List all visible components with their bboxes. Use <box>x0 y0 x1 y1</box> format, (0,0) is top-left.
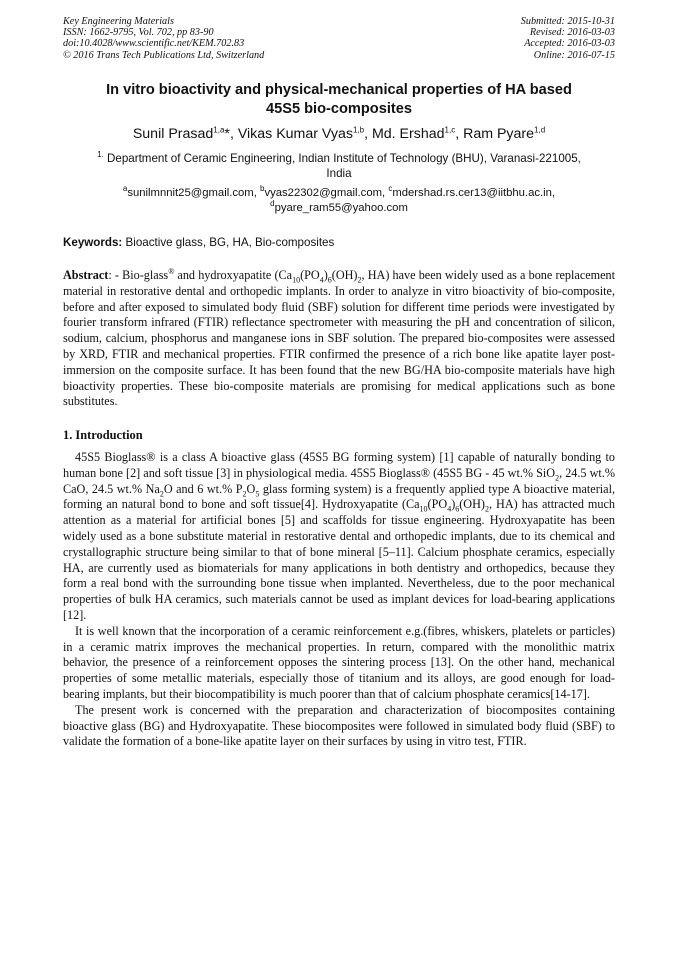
section-heading-introduction: 1. Introduction <box>63 428 143 443</box>
intro-paragraph-3: The present work is concerned with the preparation and characterization of biocomposites containing bioactive glass (BG) and Hydroxyapatite. These biocomposites were followed in simulated body fluid (SBF) to validate the formation of a bone-like apatite layer on their surfaces by using in vitro test, FTIR. <box>63 702 615 749</box>
author-name: Sunil Prasad <box>132 126 214 142</box>
intro-paragraph-1: 45S5 Bioglass® is a class A bioactive glass (45S5 BG forming system) [1] capable of naturally bonding to human bone [2] and soft tissue [3] in physiological media. 45S5 Bioglass® (45S5 BG - 45 wt.% SiO$_2$, 24.5 wt.% CaO, 24.5 wt.% $Na_2O$ and 6 wt.% $P_2O_5$ glass forming system) is a frequently applied type A bioactive material, forming an natural bond to bone and soft tissue[4]. Hydroxyapatite ($Ca_{10}(PO_4)_6(OH)_2$, HA) has attracted much attention as a material for artificial bones [5] and scaffolds for tissue engineering. Hydroxyapatite has been widely used as a bone substitute material in restorative dental and orthopedic implants, due to its chemical and crystallographic structure being similar to that of bone mineral [5–11]. Calcium phosphate ceramics, especially HA, are currently used as biomaterials for many applications in both dentistry and orthopedics, because they form a real bond with the surrounding bone tissue when implanted. Nevertheless, due to the poor mechanical properties of bulk HA ceramics, such materials cannot be used as implant devices for load-bearing applications [12]. <box>63 449 615 622</box>
title-line-2: 45S5 bio-composites <box>266 101 412 117</box>
email-mark: a <box>122 184 128 194</box>
email-mark: d <box>270 199 275 209</box>
abstract-paragraph: Abstract: - Bio-glass® and hydroxyapatite ($Ca_{10}(PO_4)_6(OH)_2$, HA) have been widely used as a bone replacement material in restorative dental and orthopedic implants. In order to analyze in vitro bioactivity of bio-composite, before and after exposed to simulated body fluid (SBF) solution for different time periods were investigated by fourier transform infrared (FTIR) reflectance spectrometer with measuring the pH and concentration of silicon, sodium, calcium, phosphorus and manganese ions in SBF solution. The prepared bio-composites were assessed by XRD, FTIR and mechanical properties. FTIR confirmed the presence of a rich bone like apatite layer post-immersion on the composite surface. It has been found that the new BG/HA bio-composite materials have high bioactivity properties. These bio-composite materials are promising for medical applications such as bone substitutes. <box>63 266 616 409</box>
journal-header <box>63 16 264 61</box>
journal-issn: ISSN: 1662-9795, Vol. 702, pp 83-90 <box>63 27 214 39</box>
journal-copyright: © 2016 Trans Tech Publications Ltd, Switzerland <box>63 49 265 61</box>
author-affil-mark: 1,d <box>534 125 546 135</box>
paper-title <box>63 81 615 119</box>
author-affil-mark: 1,c <box>444 125 456 135</box>
title-line-1: In vitro bioactivity and physical-mechanical properties of HA based <box>106 82 572 98</box>
journal-doi[interactable]: doi:10.4028/www.scientific.net/KEM.702.83 <box>63 38 245 50</box>
author-emails <box>63 186 615 216</box>
author-list: Sunil Prasad$^{1,a}$*, Vikas Kumar Vyas$^{1,b}$, Md. Ershad$^{1,c}$, Ram Pyare$^{1,d}$ <box>132 125 546 142</box>
author-affil-mark: 1,b <box>352 125 365 135</box>
email-mark: c <box>388 184 393 194</box>
affiliation-country: India <box>326 167 352 180</box>
affiliation-number: 1. <box>97 150 104 160</box>
author-name: Vikas Kumar Vyas <box>237 126 353 142</box>
submitted-date: Submitted: 2015-10-31 <box>520 16 615 27</box>
corresponding-mark: * <box>224 126 230 142</box>
email-link[interactable]: sunilmnnit25@gmail.com, <box>127 187 257 199</box>
journal-name: Key Engineering Materials <box>63 16 174 27</box>
email-link[interactable]: pyare_ram55@yahoo.com <box>274 202 408 214</box>
dates-header <box>521 16 615 61</box>
revised-date: Revised: 2016-03-03 <box>529 27 615 39</box>
online-date: Online: 2016-07-15 <box>533 49 615 61</box>
paper-body <box>63 268 615 750</box>
email-link[interactable]: mdershad.rs.cer13@iitbhu.ac.in, <box>392 187 556 199</box>
author-name: Md. Ershad <box>371 126 445 142</box>
abstract-label: Abstract <box>63 268 109 282</box>
affiliation-text: Department of Ceramic Engineering, Indian Institute of Technology (BHU), Varanasi-221005, <box>107 152 581 165</box>
email-link[interactable]: vyas22302@gmail.com, <box>264 187 386 199</box>
intro-paragraph-2: It is well known that the incorporation of a ceramic reinforcement e.g.(fibres, whiskers, platelets or particles) in a ceramic matrix improves the mechanical properties. In return, compared with the monolithic matrix behavior, the presence of a reinforcement opposes the sintering process [13]. On the other hand, mechanical properties of some metallic materials, especially those of titanium and its alloys, are good enough for load-bearing implants, but their biocompatibility is much poorer than that of calcium phosphate ceramics[14-17]. <box>63 623 615 701</box>
author-name: Ram Pyare <box>463 126 535 142</box>
author-affil-mark: 1,a <box>213 125 225 135</box>
keywords-text: Bioactive glass, BG, HA, Bio-composites <box>125 236 335 249</box>
keywords-label: Keywords: <box>63 236 123 249</box>
email-mark: b <box>259 184 265 194</box>
accepted-date: Accepted: 2016-03-03 <box>524 38 615 50</box>
keywords <box>63 235 615 250</box>
affiliation <box>63 151 615 181</box>
